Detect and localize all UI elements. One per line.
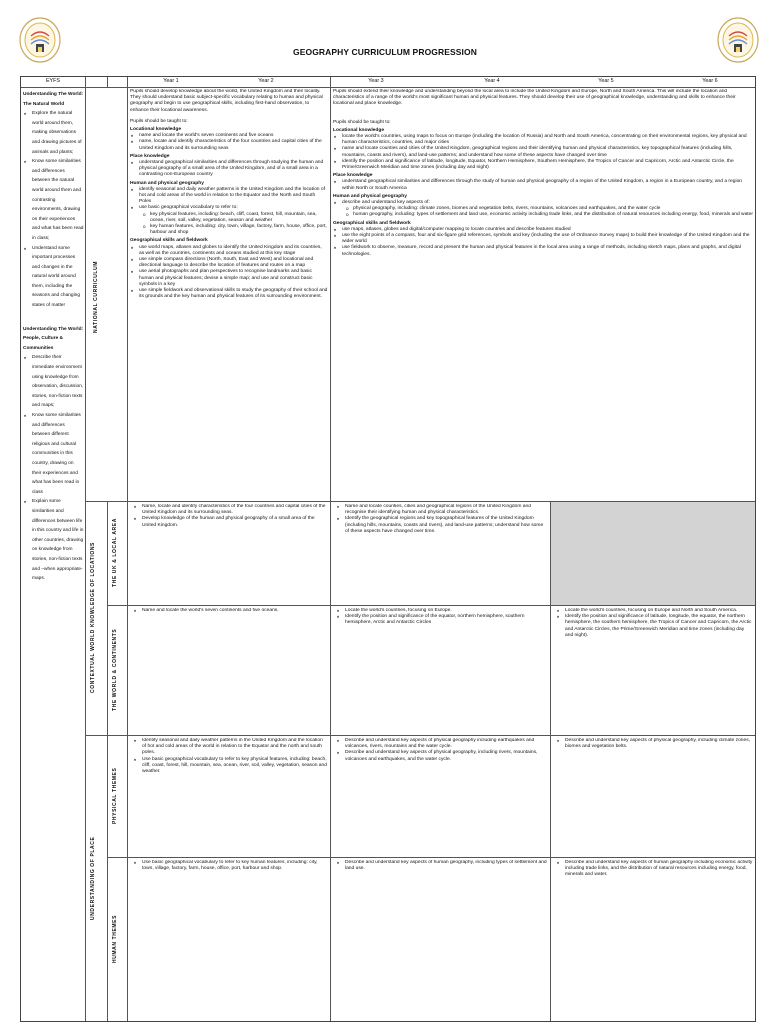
header-eyfs: EYFS [45, 78, 61, 84]
physical-ks1-cell [133, 738, 328, 856]
list-item: ♦ name and locate the world's seven continents and five oceans [139, 133, 328, 139]
list-item: ♦ Use basic geographical vocabulary to refer to key human features, including: city, town, village, factory, farm, house, office, port, harbour and shop. [142, 860, 328, 872]
list-item: ♦ understand geographical similarities and differences through studying the human and physical geography of a small area of the United Kingdom, and of a small area in a contrasting non-European country [139, 160, 328, 179]
ks2-intro: Pupils should extend their knowledge and understanding beyond the local area to include the United Kingdom and Europe, North and South America. This will include the location and characteristics of a range of the world's most significant human and physical features. They should develop their use of geographical knowledge, understanding and skills to enhance their locational and place knowledge. [333, 89, 736, 107]
eyfs-people-title: Understanding The World: People, Culture & Communities [23, 326, 84, 351]
list-item: ♦ understand geographical similarities and differences through the study of human and physical geography of a region of the United Kingdom, a region in a European country, and a region within North or South America [342, 179, 753, 191]
header-year-6: Year 6 [702, 78, 718, 84]
list-item: ♦ identify seasonal and daily weather patterns in the United Kingdom and the location of hot and cold areas of the world in relation to the Equator and the North and South Poles [139, 187, 328, 206]
list-item: o physical geography, including: climate zones, biomes and vegetation belts, rivers, mountains, volcanoes and earthquakes, and the water cycle [353, 206, 753, 212]
list-item: ♦ Locate the world's countries, focusing on Europe and North and South America. [565, 608, 753, 614]
label-national-curriculum: NATIONAL CURRICULUM [93, 260, 99, 334]
header-year-5: Year 5 [598, 78, 614, 84]
list-item: ♦ Describe and understand key aspects of physical geography, including climate zones, biomes and vegetation belts. [565, 738, 753, 750]
world-ks1-cell [133, 608, 328, 734]
list-item: ♦ Describe and understand key aspects of human geography, including types of settlement and land use. [345, 860, 548, 872]
list-item: ♦ Describe their immediate environment using knowledge from observation, discussion, stories, non-fiction texts and maps; [32, 353, 84, 411]
eyfs-people-list [23, 353, 84, 583]
curriculum-table [20, 76, 756, 1022]
list-item: ♦ use aerial photographs and plan perspectives to recognise landmarks and basic human and physical features; devise a simple map; and use and construct basic symbols in a key [139, 269, 328, 288]
uk-lks2-cell [336, 504, 548, 604]
label-understanding-of-place: UNDERSTANDING OF PLACE [90, 836, 96, 920]
list-item: o human geography, including: types of settlement and land use, economic activity including trade links, and the distribution of natural resources including energy, food, minerals and water [353, 212, 753, 218]
label-uk-local-area: THE UK & LOCAL AREA [112, 518, 118, 588]
label-human-themes: HUMAN THEMES [112, 914, 118, 964]
ks2-loc-title: Locational knowledge [333, 127, 385, 133]
world-uks2-cell [556, 608, 753, 734]
physical-lks2-cell [336, 738, 548, 856]
empty-cell-uk-uks2 [550, 501, 755, 605]
human-ks1-cell [133, 860, 328, 1020]
list-item: ♦ Know some similarities and differences between different religious and cultural communities in this country, drawing on their experiences and what has been read in class [32, 411, 84, 497]
label-physical-themes: PHYSICAL THEMES [112, 767, 118, 825]
list-item: ♦ Name and locate the world's seven continents and five oceans. [142, 608, 328, 614]
list-item: ♦ use fieldwork to observe, measure, record and present the human and physical features in the local area using a range of methods, including sketch maps, plans and graphs, and digital technologies. [342, 245, 753, 257]
header-year-2: Year 2 [258, 78, 274, 84]
ks1-skills-title: Geographical skills and fieldwork [130, 238, 208, 244]
ks1-hp-title: Human and physical geography [130, 180, 204, 186]
list-item: ♦ use the eight points of a compass, four and six-figure grid references, symbols and key (including the use of Ordnance Survey maps) to build their knowledge of the United Kingdom and the wider world [342, 233, 753, 245]
eyfs-natural-list [23, 109, 84, 310]
ks2-skills-title: Geographical skills and fieldwork [333, 220, 411, 226]
eyfs-column [23, 90, 84, 1020]
list-item: ♦ Develop knowledge of the human and physical geography of a small area of the United Kingdom. [142, 516, 328, 528]
human-lks2-cell [336, 860, 548, 1020]
list-item: ♦ Know some similarities and differences between the natural world around them and contrasting environments, drawing on their experiences and what has been read in class; [32, 157, 84, 243]
page-title: GEOGRAPHY CURRICULUM PROGRESSION [293, 47, 477, 57]
list-item: ♦ Explain some similarities and differences between life in this country and life in other countries, drawing on knowledge from stories, non-fiction texts and –when appropriate- maps. [32, 497, 84, 583]
list-item: ♦ Describe and understand key aspects of physical geography, including rivers, mountains, volcanoes and earthquakes, and the water cycle. [345, 750, 548, 762]
list-item: ♦ use basic geographical vocabulary to refer to: o key physical features, including: beach, cliff, coast, forest, hill, mountain, sea, ocean, river, soil, valley, vegetation, season and weather o key human features, including: city, town, village, factory, farm, house, office, port, harbour and shop [139, 205, 328, 236]
list-item: ♦ identify the position and significance of latitude, longitude, Equator, Northern Hemisphere, Southern Hemisphere, the Tropics of Cancer and Capricorn, Arctic and Antarctic Circle, the Prime/Greenwich Meridian and time zones (including day and night) [342, 159, 753, 171]
ks1-national-curriculum [130, 89, 328, 500]
header-year-4: Year 4 [484, 78, 500, 84]
list-item: ♦ Identify the position and significance of latitude, longitude, the equator, the northern hemisphere, the southern hemisphere, the Tropics of Cancer and Capricorn, the Arctic and Antarctic Circles, the Prime/Greenwich Meridian and time zones (including day and night). [565, 614, 753, 639]
ks2-national-curriculum [333, 89, 753, 500]
header-year-1: Year 1 [163, 78, 179, 84]
list-item: ♦ use simple fieldwork and observational skills to study the geography of their school and its grounds and the key human and physical features of its surrounding environment. [139, 288, 328, 300]
list-item: ♦ name and locate counties and cities of the United Kingdom, geographical regions and their identifying human and physical characteristics, key topographical features (including hills, mountains, coasts and rivers), and land-use patterns; and understand how some of these aspects have changed over time [342, 146, 753, 158]
ks1-place-title: Place knowledge [130, 153, 170, 159]
uk-ks1-cell [133, 504, 328, 604]
list-item: ♦ Name, locate and identify characteristics of the four countries and capital cities of the United Kingdom and its surrounding seas. [142, 504, 328, 516]
ks1-taught: Pupils should be taught to: [130, 118, 188, 124]
list-item: ♦ use simple compass directions (North, South, East and West) and locational and directional language to describe the location of features and routes on a map [139, 257, 328, 269]
list-item: ♦ Describe and understand key aspects of human geography including economic activity including trade links, and the distribution of natural resources including energy, food, minerals and water. [565, 860, 753, 879]
human-uks2-cell [556, 860, 753, 1020]
list-item: ♦ Identify the geographical regions and key topographical features of the United Kingdom (including hills, mountains, coasts and rivers), and land-use patterns; understand how some of these aspects have changed over time. [345, 516, 548, 535]
list-item: ♦ use maps, atlases, globes and digital/computer mapping to locate countries and describe features studied [342, 227, 753, 233]
eyfs-natural-title: Understanding The World: The Natural World [23, 92, 84, 107]
list-item: o key human features, including: city, town, village, factory, farm, house, office, port, harbour and shop [150, 224, 328, 236]
physical-uks2-cell [556, 738, 753, 856]
ks2-place-title: Place knowledge [333, 173, 373, 179]
ks2-hp-title: Human and physical geography [333, 193, 407, 199]
list-item: o key physical features, including: beach, cliff, coast, forest, hill, mountain, sea, ocean, river, soil, valley, vegetation, season and weather [150, 212, 328, 224]
ks1-loc-title: Locational knowledge [130, 127, 182, 133]
list-item: ♦ Locate the world's countries, focusing on Europe. [345, 608, 548, 614]
header-year-3: Year 3 [368, 78, 384, 84]
list-item: ♦ Describe and understand key aspects of physical geography including earthquakes and volcanoes, rivers, mountains and the water cycle. [345, 738, 548, 750]
list-item: ♦ name, locate and identify characteristics of the four countries and capital cities of the United Kingdom and its surrounding seas [139, 139, 328, 151]
list-item: ♦ Understand some important processes and changes in the natural world around them, including the seasons and changing states of matter [32, 244, 84, 311]
ks2-taught: Pupils should be taught to: [333, 119, 391, 125]
list-item: ♦ Explore the natural world around them, making observations and drawing pictures of animals and plants; [32, 109, 84, 157]
label-contextual-world-knowledge: CONTEXTUAL WORLD KNOWLEDGE OF LOCATIONS [90, 542, 96, 694]
list-item: ♦ use world maps, atlases and globes to identify the United Kingdom and its countries, as well as the countries, continents and oceans studied at this key stage [139, 245, 328, 257]
list-item: ♦ describe and understand key aspects of: o physical geography, including: climate zones, biomes and vegetation belts, rivers, mountains, volcanoes and earthquakes, and the water cycle o human geography, including: types of settlement and land use, economic activity including trade links, and the distribution of natural resources including energy, food, minerals and water [342, 200, 753, 219]
list-item: ♦ Identify seasonal and daily weather patterns in the United Kingdom and the location of hot and cold areas of the world in relation to the Equator and the north and south poles. [142, 738, 328, 757]
ks1-intro: Pupils should develop knowledge about the world, the United Kingdom and their locality. They should understand basic subject-specific vocabulary relating to human and physical geography and begin to use geographical skills, including first-hand observation, to enhance their locational awareness. [130, 89, 323, 113]
list-item: ♦ Name and locate counties, cities and geographical regions of the United Kingdom and recognise their identifying human and physical characteristics. [345, 504, 548, 516]
label-world-continents: THE WORLD & CONTINENTS [112, 628, 118, 712]
list-item: ♦ locate the world's countries, using maps to focus on Europe (including the location of Russia) and North and South America, concentrating on their environmental regions, key physical and human characteristics, countries, and major cities [342, 134, 753, 146]
list-item: ♦ Identify the position and significance of the equator, northern hemisphere, southern hemisphere, Arctic and Antarctic Circles [345, 614, 548, 626]
world-lks2-cell [336, 608, 548, 734]
list-item: ♦ Use basic geographical vocabulary to refer to key physical features, including: beach, cliff, coast, forest, hill, mountain, sea, ocean, river, soil, valley, vegetation, season and weather. [142, 757, 328, 776]
